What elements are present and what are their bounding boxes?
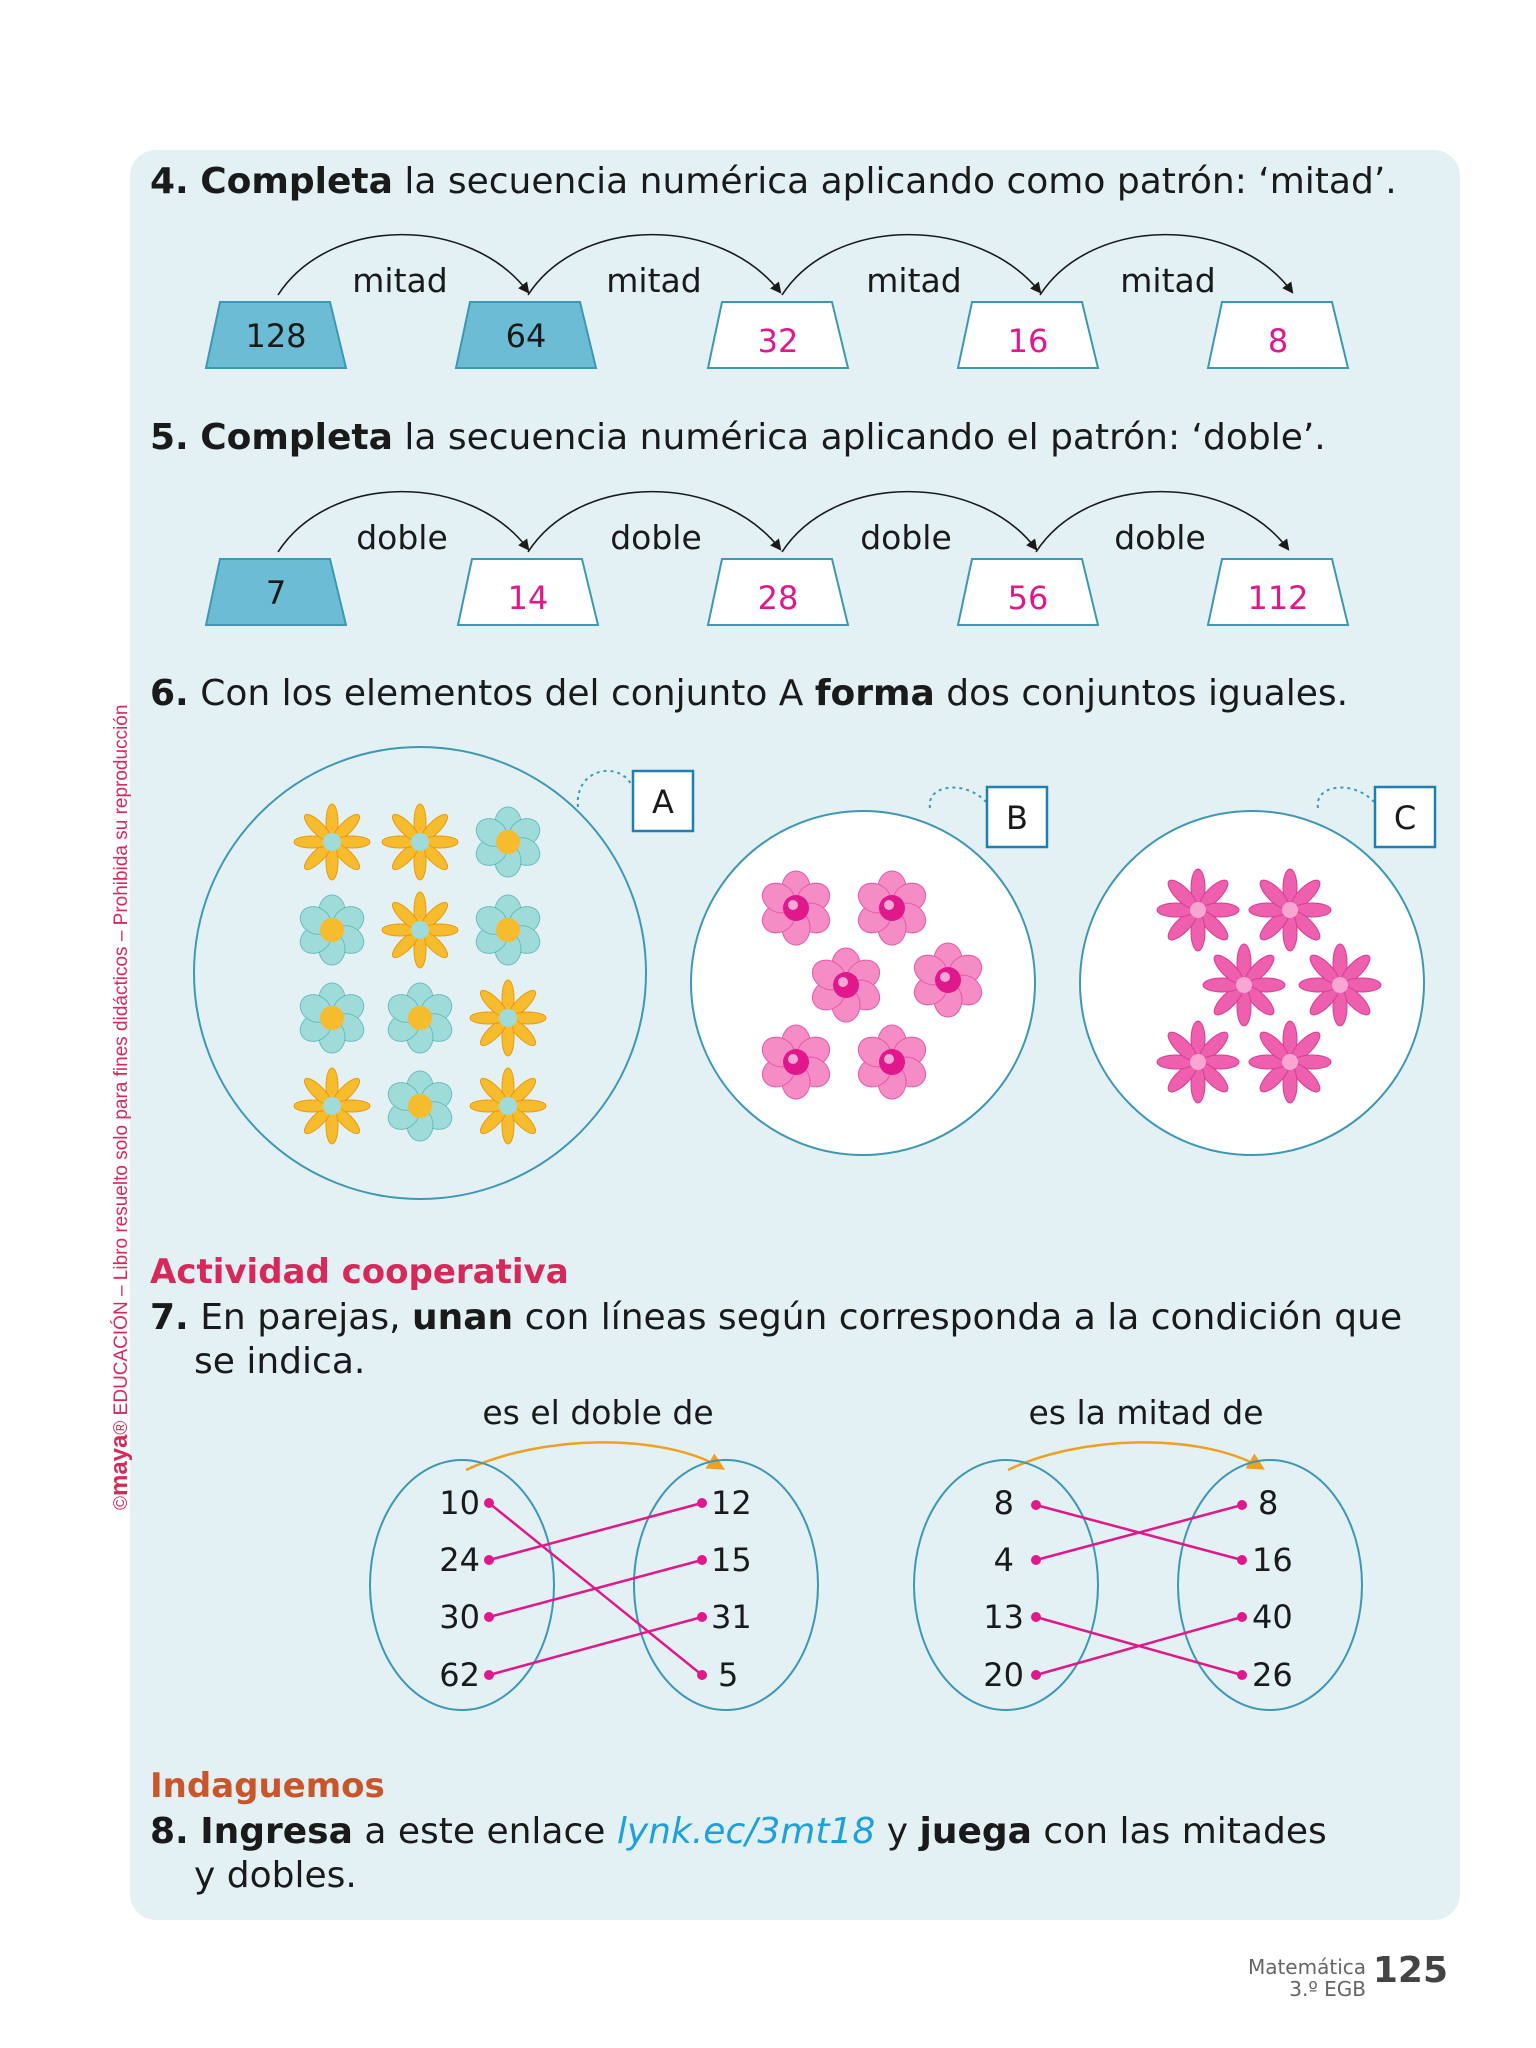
q4-pattern-label: mitad	[606, 261, 702, 300]
q5-box-value: 7	[265, 574, 287, 612]
q5-verb: Completa	[200, 417, 393, 458]
yellow-flower	[294, 1068, 370, 1144]
q6-number: 6.	[150, 673, 189, 714]
q7-instruction-line2: se indica.	[194, 1341, 366, 1382]
q5-answer-value: 112	[1247, 579, 1309, 617]
section-heading-indag: Indaguemos	[150, 1766, 385, 1806]
brand-logo: maya	[106, 1434, 133, 1496]
magenta-flower	[1299, 944, 1381, 1026]
magenta-flower	[1249, 1021, 1331, 1103]
q7-verb: unan	[411, 1297, 514, 1338]
q6-instruction	[150, 672, 1348, 716]
q5-number: 5.	[150, 417, 189, 458]
q4-verb: Completa	[200, 161, 393, 202]
q6-sets	[194, 747, 1435, 1199]
q7-instruction	[150, 1296, 1402, 1340]
q4-text: la secuencia numérica aplicando como patrón: ‘mitad’.	[404, 161, 1397, 202]
q7-text: En parejas,	[200, 1297, 401, 1338]
left-value: 8	[993, 1484, 1014, 1522]
right-value: 5	[718, 1656, 739, 1694]
q5-pattern-label: doble	[356, 518, 448, 557]
q8-text: y	[886, 1811, 909, 1852]
q5-answer-value: 28	[757, 579, 799, 617]
q5-sequence	[206, 492, 1348, 625]
q6-verb: forma	[814, 673, 935, 714]
q4-box-value: 64	[505, 317, 547, 355]
q5-answer-value: 14	[507, 579, 549, 617]
footer-subject	[1248, 1956, 1366, 2000]
match-line[interactable]	[489, 1560, 702, 1617]
q5-answer-value: 56	[1007, 579, 1049, 617]
right-value: 16	[1252, 1541, 1293, 1579]
q8-link[interactable]: lynk.ec/3mt18	[616, 1811, 876, 1852]
left-value: 30	[439, 1598, 480, 1636]
right-value: 31	[711, 1598, 752, 1636]
q5-pattern-label: doble	[860, 518, 952, 557]
right-value: 26	[1252, 1656, 1293, 1694]
set-a-label: A	[652, 783, 674, 821]
grade-label: 3.º EGB	[1289, 1977, 1366, 2001]
magenta-flower	[1157, 869, 1239, 951]
q7-text: con líneas según corresponda a la condición que	[524, 1297, 1403, 1338]
q4-answer-value: 8	[1267, 322, 1289, 360]
diagram-title: es la mitad de	[1028, 1393, 1264, 1432]
q4-pattern-label: mitad	[866, 261, 962, 300]
magenta-flower	[1249, 869, 1331, 951]
q4-sequence	[206, 235, 1348, 368]
set-b-label: B	[1006, 799, 1028, 837]
q7-diagram-double	[370, 1393, 818, 1710]
section-heading-coop: Actividad cooperativa	[150, 1252, 569, 1292]
q8-verb: Ingresa	[200, 1811, 353, 1852]
q8-text: a este enlace	[364, 1811, 606, 1852]
q8-instruction	[150, 1810, 1327, 1854]
magenta-flower	[1203, 944, 1285, 1026]
q5-text: la secuencia numérica aplicando el patrón: ‘doble’.	[404, 417, 1326, 458]
q4-pattern-label: mitad	[352, 261, 448, 300]
copyright-text: EDUCACIÓN – Libro resuelto solo para fines didácticos – Prohibida su reproducción	[111, 704, 132, 1416]
q5-pattern-label: doble	[610, 518, 702, 557]
q8-instruction-line2: y dobles.	[194, 1855, 357, 1896]
left-value: 62	[439, 1656, 480, 1694]
yellow-flower	[470, 1068, 546, 1144]
yellow-flower	[294, 804, 370, 880]
q8-verb: juega	[919, 1811, 1032, 1852]
q6-text: dos conjuntos iguales.	[946, 673, 1349, 714]
diagram-title: es el doble de	[482, 1393, 714, 1432]
yellow-flower	[382, 804, 458, 880]
match-line[interactable]	[489, 1503, 702, 1560]
right-value: 15	[711, 1541, 752, 1579]
q7-number: 7.	[150, 1297, 189, 1338]
q4-answer-value: 16	[1007, 322, 1049, 360]
left-value: 20	[983, 1656, 1024, 1694]
yellow-flower	[382, 892, 458, 968]
q8-number: 8.	[150, 1811, 189, 1852]
left-value: 10	[439, 1484, 480, 1522]
q8-text: con las mitades	[1043, 1811, 1327, 1852]
q6-text: Con los elementos del conjunto A	[200, 673, 804, 714]
right-value: 8	[1258, 1484, 1279, 1522]
match-line[interactable]	[489, 1617, 702, 1675]
q4-number: 4.	[150, 161, 189, 202]
page-number: 125	[1372, 1950, 1448, 1991]
q4-answer-value: 32	[757, 322, 799, 360]
left-value: 4	[993, 1541, 1014, 1579]
right-value: 12	[711, 1484, 752, 1522]
yellow-flower	[470, 980, 546, 1056]
subject-name: Matemática	[1247, 1955, 1366, 1979]
magenta-flower	[1157, 1021, 1239, 1103]
left-value: 24	[439, 1541, 480, 1579]
left-value: 13	[983, 1598, 1024, 1636]
copyright-sidebar: ©maya® EDUCACIÓN – Libro resuelto solo para fines didácticos – Prohibida su reproducción	[106, 704, 133, 1510]
q4-box-value: 128	[245, 317, 307, 355]
q4-pattern-label: mitad	[1120, 261, 1216, 300]
q5-pattern-label: doble	[1114, 518, 1206, 557]
right-value: 40	[1252, 1598, 1293, 1636]
q5-instruction	[150, 416, 1326, 460]
set-c-label: C	[1393, 799, 1417, 837]
q7-diagram-half	[914, 1393, 1362, 1710]
